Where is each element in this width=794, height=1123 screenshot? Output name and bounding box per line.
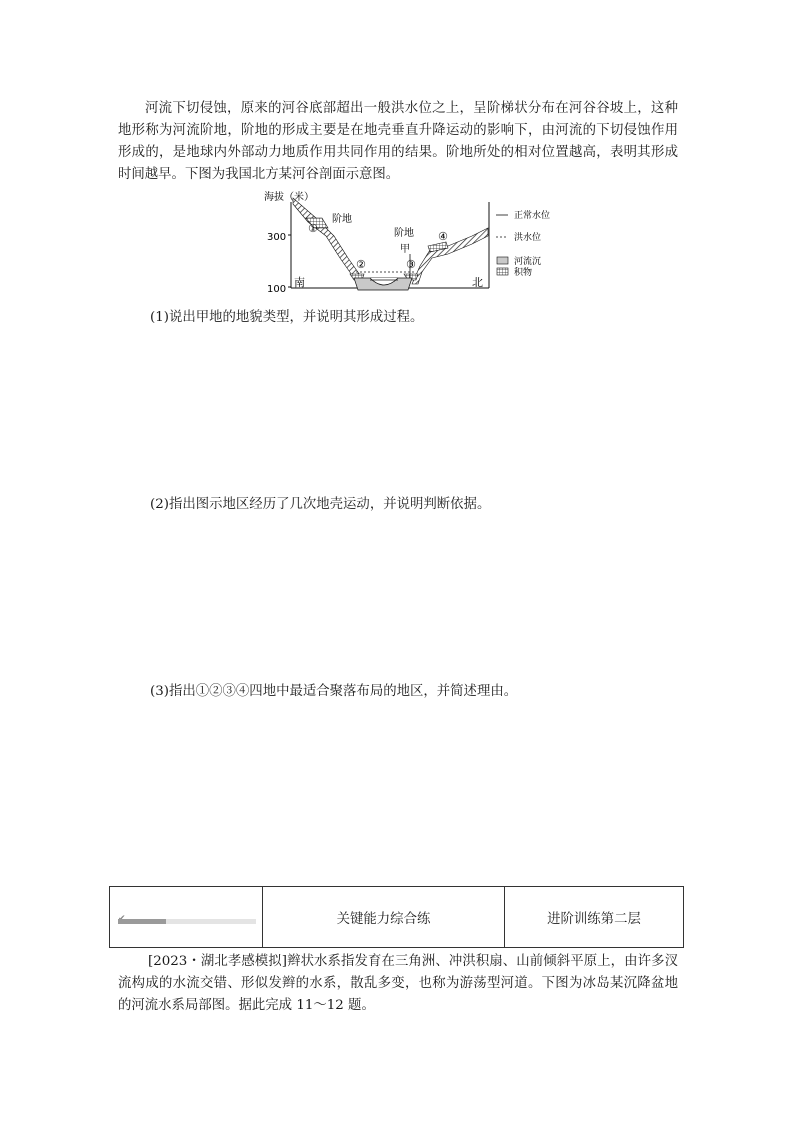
banner-level-title: 进阶训练第二层 (547, 911, 641, 927)
progress-bar-fill (118, 919, 166, 924)
legend-flood-label: 洪水位 (514, 233, 542, 243)
question-1: (1)说出甲地的地貌类型，并说明其形成过程。 (150, 310, 424, 325)
y-axis-label: 海拔（米） (264, 192, 314, 203)
site-2-label: ② (356, 258, 366, 271)
passage-paragraph: [2023・湖北孝感模拟]辫状水系指发育在三角洲、冲洪积扇、山前倾斜平原上，由许多汊流构成的水流交错、形似发辫的水系，散乱多变，也称为游荡型河道。下图为冰岛某沉降盆地的河流水系局部图。据此完成 11～12 题。 (118, 954, 678, 1013)
terrace-left-label: 阶地 (332, 214, 352, 225)
terrace-right-label: 阶地 (394, 228, 414, 239)
site-3-label: ③ (406, 258, 416, 271)
intro-paragraph: 河流下切侵蚀，原来的河谷底部超出一般洪水位之上，呈阶梯状分布在河谷谷坡上，这种地形称为河流阶地，阶地的形成主要是在地壳垂直升降运动的影响下，由河流的下切侵蚀作用形成的，是地球内外部动力地质作用共同作用的结果。阶地所处的相对位置越高，表明其形成时间越早。下图为我国北方某河谷剖面示意图。 (118, 101, 678, 182)
river-valley-profile-diagram (262, 188, 562, 294)
question-2: (2)指出图示地区经历了几次地壳运动，并说明判断依据。 (150, 497, 491, 512)
question-3: (3)指出①②③④四地中最适合聚落布局的地区，并简述理由。 (150, 684, 518, 699)
progress-bar (118, 919, 256, 924)
banner-progress-cell (110, 887, 263, 947)
south-label: 南 (294, 276, 305, 289)
legend-sediment-label-2: 积物 (514, 268, 533, 278)
legend-sediment-swatch-1 (497, 257, 508, 264)
left-valley-slope (293, 198, 362, 278)
legend-sediment-swatch-2 (497, 268, 508, 275)
site-1-label: ① (308, 222, 318, 235)
site-4-label: ④ (438, 230, 448, 243)
tick-300: 300 (267, 232, 287, 243)
banner-section-title: 关键能力综合练 (263, 887, 505, 947)
jia-label: 甲 (400, 244, 410, 255)
north-label: 北 (472, 276, 483, 289)
section-banner (109, 886, 684, 948)
legend-normal-label: 正常水位 (514, 211, 551, 221)
legend-sediment-label-1: 河流沉 (514, 257, 542, 267)
tick-100: 100 (267, 284, 287, 294)
